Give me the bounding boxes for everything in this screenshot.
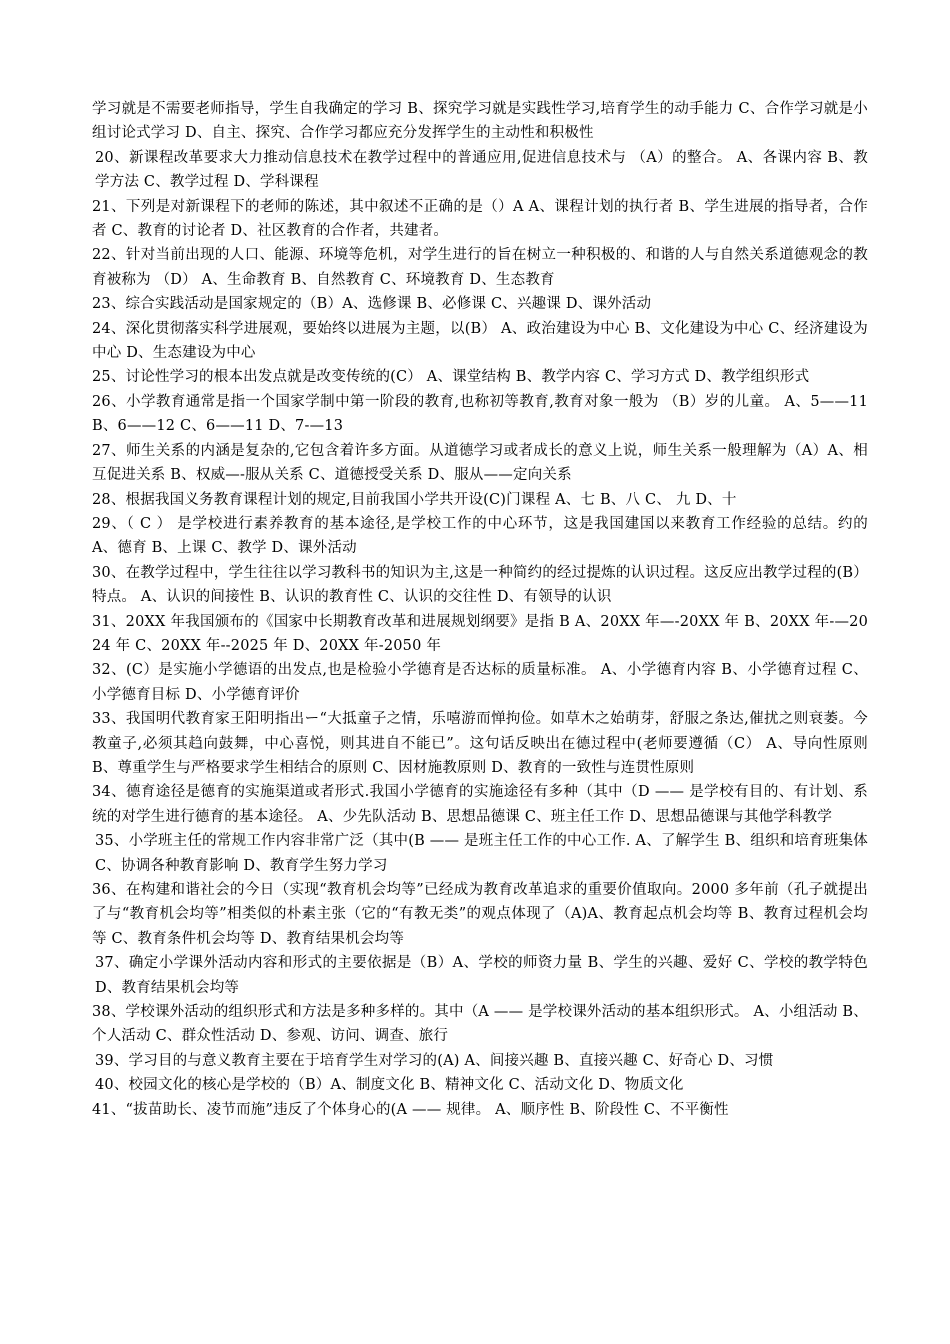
- paragraph: 20、新课程改革要求大力推动信息技术在教学过程中的普通应用,促进信息技术与 （A）的整合。 A、各课内容 B、教学方法 C、教学过程 D、学科课程: [95, 149, 868, 191]
- paragraph: 36、在构建和谐社会的今日（实现“教育机会均等”已经成为教育改革追求的重要价值取向。2000 多年前（孔子就提出了与“教育机会均等”相类似的朴素主张（它的“有教无类”的观点体现了（A)A、教育起点机会均等 B、教育过程机会均等 C、教育条件机会均等 D、教育结果机会均等: [92, 882, 868, 947]
- paragraph: 28、根据我国义务教育课程计划的规定,目前我国小学共开设(C)门课程 A、七 B、八 C、 九 D、十: [92, 491, 737, 508]
- paragraph: 30、在教学过程中，学生往往以学习教科书的知识为主,这是一种简约的经过提炼的认识过程。这反应出教学过程的(B）特点。 A、认识的间接性 B、认识的教育性 C、认识的交往性 D、有领导的认识: [92, 564, 868, 606]
- paragraph: 38、学校课外活动的组织形式和方法是多种多样的。其中（A —— 是学校课外活动的基本组织形式。 A、小组活动 B、个人活动 C、群众性活动 D、参观、访问、调查、旅行: [92, 1004, 868, 1045]
- paragraph: 40、校园文化的核心是学校的（B）A、制度文化 B、精神文化 C、活动文化 D、物质文化: [95, 1077, 684, 1094]
- paragraph: 24、深化贯彻落实科学进展观，要始终以进展为主题，以(B） A、政治建设为中心 B、文化建设为中心 C、经济建设为中心 D、生态建设为中心: [92, 320, 868, 362]
- paragraph: 41、“拔苗助长、凌节而施”违反了个体身心的(A —— 规律。 A、顺序性 B、阶段性 C、不平衡性: [92, 1101, 729, 1118]
- paragraph: 35、小学班主任的常规工作内容非常广泛（其中(B —— 是班主任工作的中心工作. A、了解学生 B、组织和培育班集体 C、协调各种教育影响 D、教育学生努力学习: [95, 833, 868, 874]
- paragraph: 31、20XX 年我国颁布的《国家中长期教育改革和进展规划纲要》是指 B A、20XX 年—-20XX 年 B、20XX 年-—2024 年 C、20XX 年--2025 年 D、20XX 年-2050 年: [92, 613, 869, 654]
- document-page: [92, 97, 868, 1122]
- paragraph: 27、师生关系的内涵是复杂的,它包含着许多方面。从道德学习或者成长的意义上说，师生关系一般理解为（A）A、相互促进关系 B、权威—-服从关系 C、道德授受关系 D、服从——定向关系: [92, 442, 868, 484]
- paragraph: 39、学习目的与意义教育主要在于培育学生对学习的(A) A、间接兴趣 B、直接兴趣 C、好奇心 D、习惯: [95, 1052, 774, 1069]
- paragraph: 29、（ C ） 是学校进行素养教育的基本途径,是学校工作的中心环节，这是我国建国以来教育工作经验的总结。约的 A、德育 B、上课 C、教学 D、课外活动: [92, 515, 868, 557]
- paragraph: 21、下列是对新课程下的老师的陈述，其中叙述不正确的是（）A A、课程计划的执行者 B、学生进展的指导者，合作者 C、教育的讨论者 D、社区教育的合作者，共建者。: [92, 198, 868, 240]
- paragraph: 34、德育途径是德育的实施渠道或者形式.我国小学德育的实施途径有多种（其中（D —— 是学校有目的、有计划、系统的对学生进行德育的基本途径。 A、少先队活动 B、思想品德课 C、班主任工作 D、思想品德课与其他学科教学: [92, 784, 868, 825]
- paragraph: 学习就是不需要老师指导，学生自我确定的学习 B、探究学习就是实践性学习,培育学生的动手能力 C、合作学习就是小组讨论式学习 D、自主、探究、合作学习都应充分发挥学生的主动性和积极性: [92, 101, 868, 142]
- paragraph: 32、(C）是实施小学德语的出发点,也是检验小学德育是否达标的质量标准。 A、小学德育内容 B、小学德育过程 C、小学德育目标 D、小学德育评价: [92, 662, 868, 703]
- paragraph: 37、确定小学课外活动内容和形式的主要依据是（B）A、学校的师资力量 B、学生的兴趣、爱好 C、学校的教学特色 D、教育结果机会均等: [95, 955, 868, 996]
- paragraph: 25、讨论性学习的根本出发点就是改变传统的(C） A、课堂结构 B、教学内容 C、学习方式 D、教学组织形式: [92, 369, 810, 386]
- paragraph: 26、小学教育通常是指一个国家学制中第一阶段的教育,也称初等教育,教育对象一般为 （B）岁的儿童。 A、5——11 B、6——12 C、6——11 D、7-—13: [92, 393, 868, 435]
- paragraph: 33、我国明代教育家王阳明指出ー“大抵童子之情，乐嘻游而惮拘俭。如草木之始萌芽，舒服之条达,催扰之则衰萎。今教童子,必须其趋向鼓舞，中心喜悦，则其进自不能已”。这句话反映出在德过程中(老师要遵循（C） A、导向性原则 B、尊重学生与严格要求学生相结合的原则 C、因材施教原则 D、教育的一致性与连贯性原则: [92, 711, 868, 776]
- paragraph: 23、综合实践活动是国家规定的（B）A、选修课 B、必修课 C、兴趣课 D、课外活动: [92, 296, 652, 313]
- paragraph: 22、针对当前出现的人口、能源、环境等危机，对学生进行的旨在树立一种积极的、和谐的人与自然关系道德观念的教育被称为 （D） A、生命教育 B、自然教育 C、环境教育 D、生态教育: [92, 247, 868, 288]
